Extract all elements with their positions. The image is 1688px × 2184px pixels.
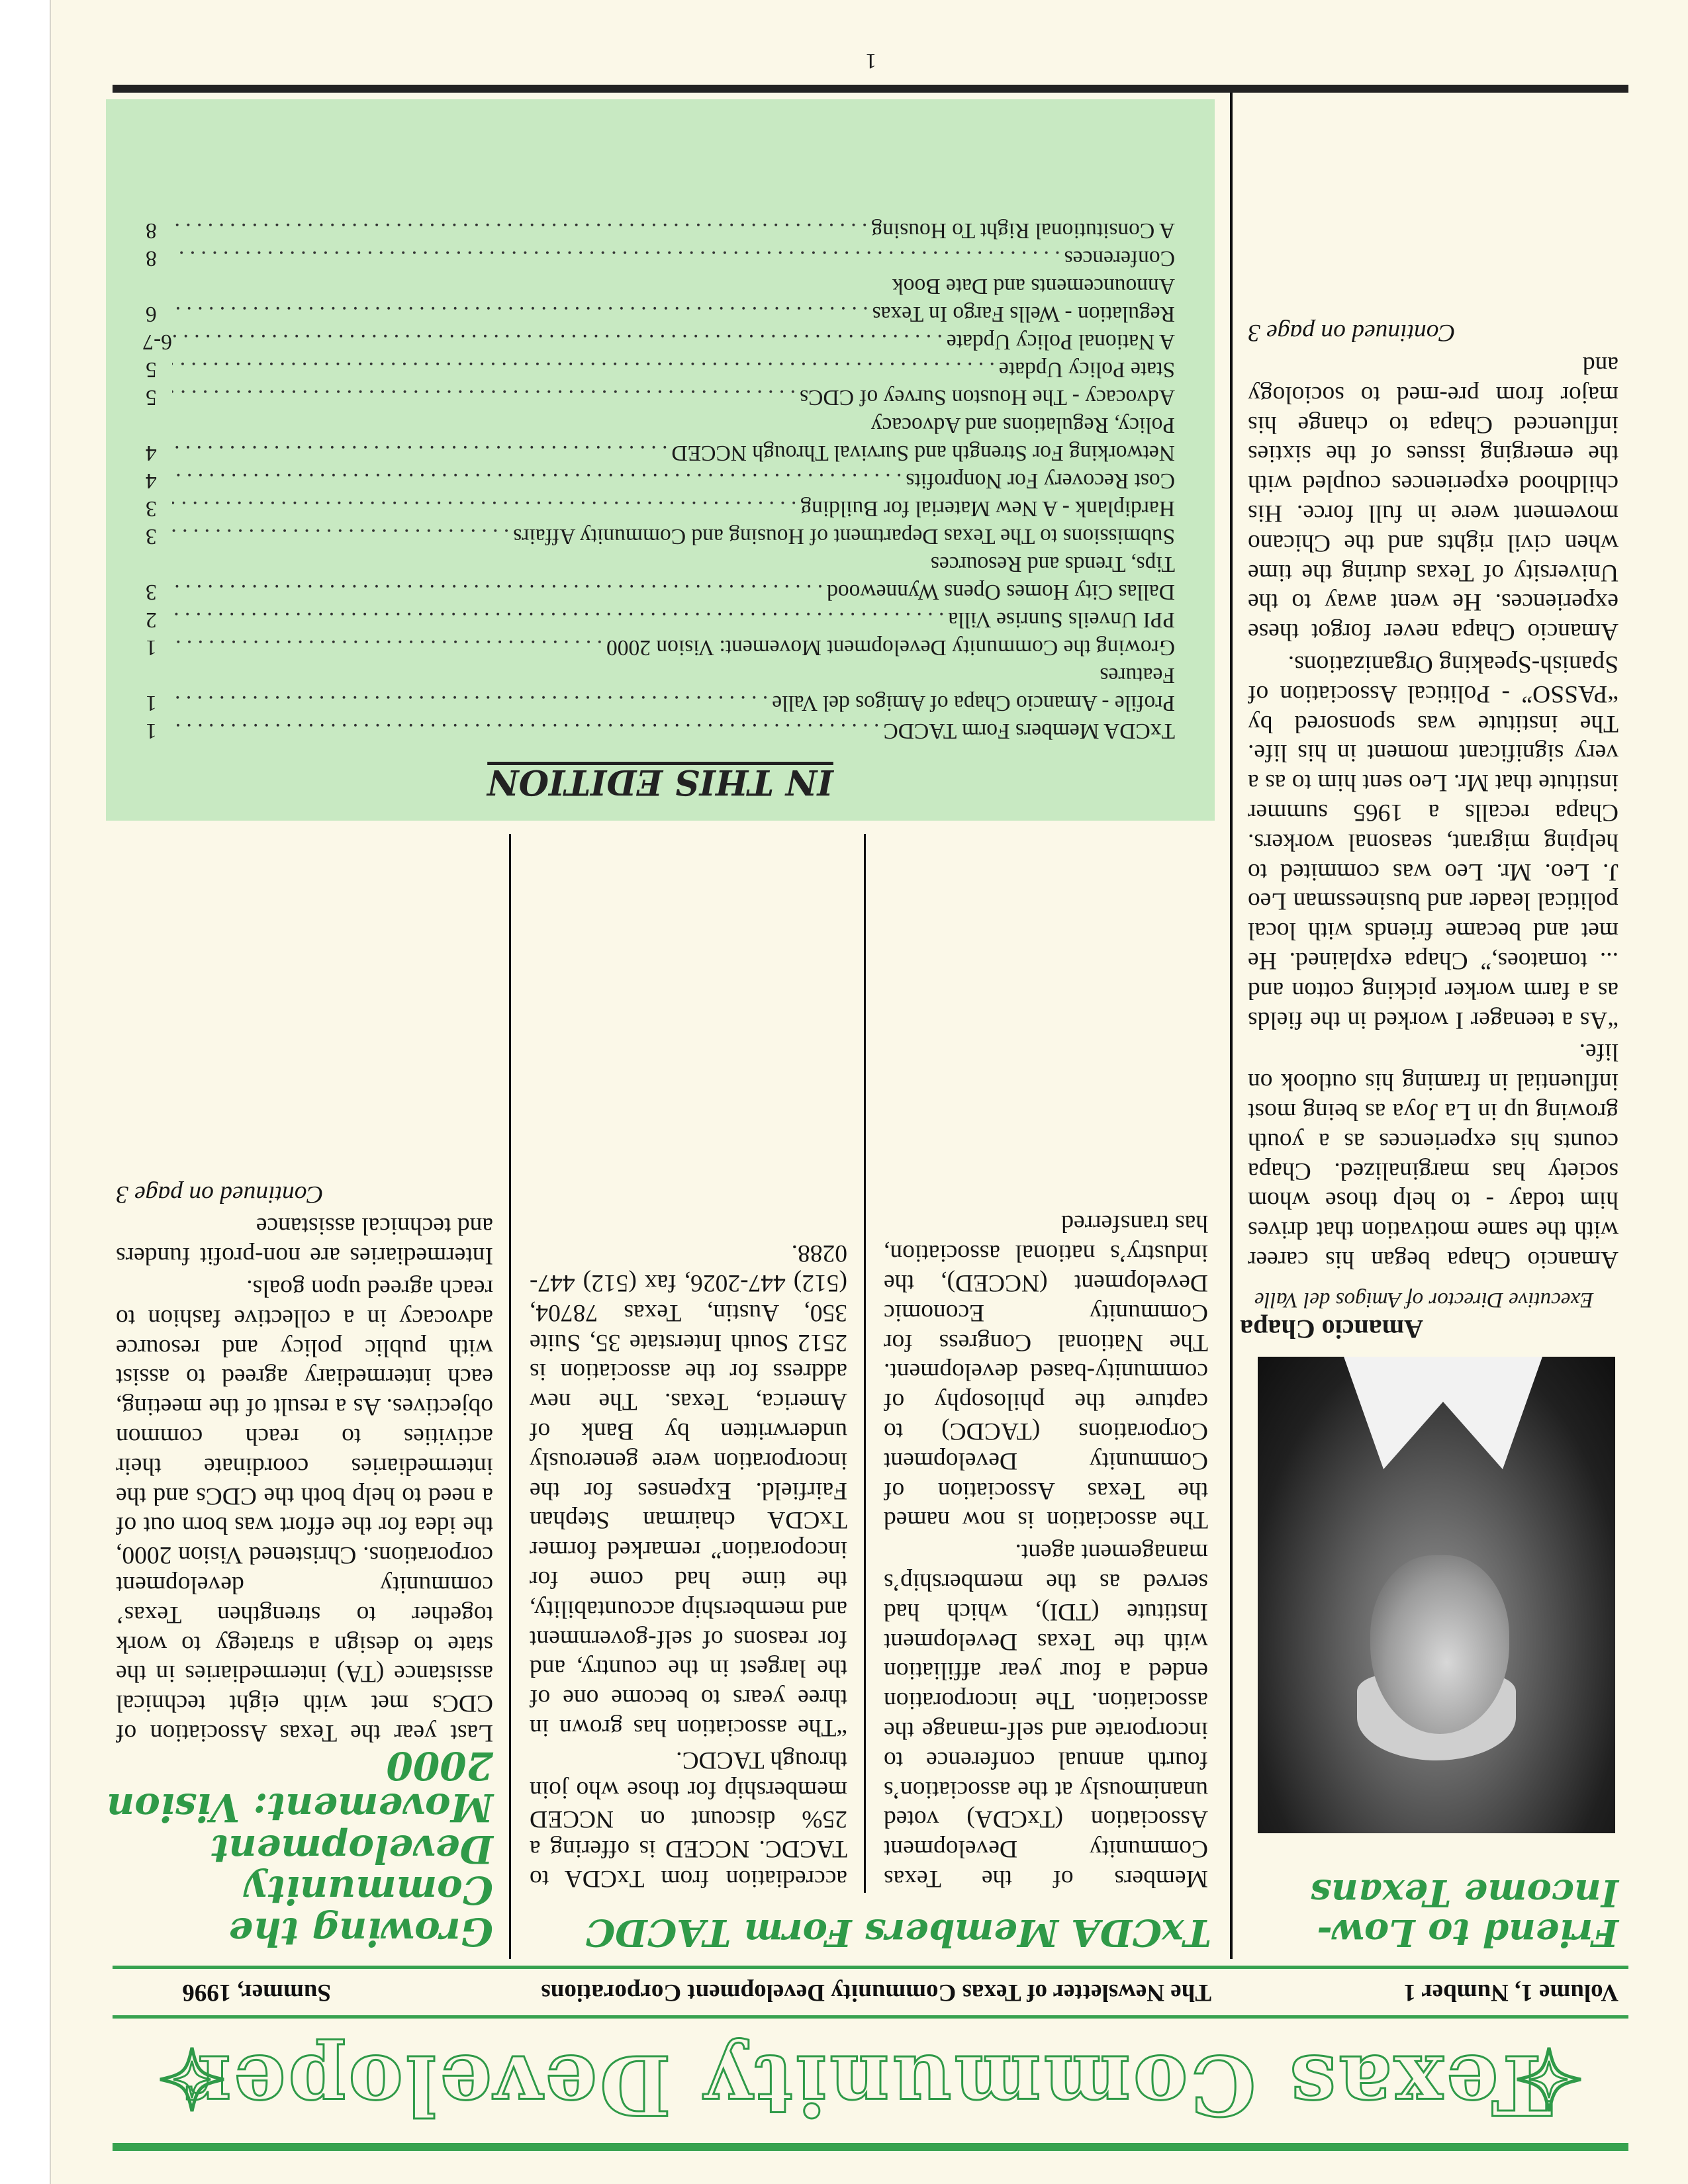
contents-entry bbox=[146, 522, 1175, 550]
contents-leader-dots bbox=[172, 467, 906, 494]
contents-leader-dots bbox=[172, 633, 606, 661]
contents-entry-title: Regulation - Wells Fargo In Texas bbox=[872, 302, 1175, 326]
contents-entry bbox=[146, 578, 1175, 606]
contents-leader-dots bbox=[172, 689, 772, 717]
contents-section-heading: Features bbox=[1100, 663, 1175, 688]
contents-entry-page: 1 bbox=[146, 719, 157, 743]
masthead-title: Texas Community Developer bbox=[185, 2036, 1553, 2132]
footer-rule bbox=[113, 85, 1628, 93]
vision-headline: Growing the Community Development Movement: Vision 2000 bbox=[107, 1743, 493, 1954]
txcda-paragraph: accrediation from TxCDA to TACDC. NCCED is offering a 25% discount on NCCED membership for those who join through TACDC. bbox=[530, 1746, 847, 1892]
contents-entry-title: State Policy Update bbox=[998, 357, 1175, 382]
contents-entry-title: Networking For Strength and Survival Through NCCED bbox=[671, 441, 1175, 465]
contents-entry bbox=[146, 300, 1175, 328]
profile-headline: Friend to Low-Income Texans bbox=[1310, 1870, 1618, 1954]
vision-body bbox=[116, 1179, 493, 1747]
contents-entry-page: 5 bbox=[146, 357, 157, 382]
vision-paragraph: Last year the Texas Association of CDCs met with eight technical assistance (TA) intermediaries in the state to design a strategy to work together to strengthen Texas’ community development corporations. Christened Vision 2000, the idea for the effort was born out of a need to help both the CDCs and the intermediaries coordinate their activities to reach common objectives. As a result of the meeting, each intermediary agreed to assist with public policy and resource advocacy in a collective fashion to reach agreed upon goals. bbox=[116, 1275, 493, 1747]
newsletter-tagline: The Newsletter of Texas Community Development Corporations bbox=[541, 1979, 1211, 2006]
contents-leader-dots bbox=[172, 606, 948, 633]
contents-section-heading: Announcements and Date Book bbox=[892, 274, 1175, 298]
contents-leader-dots bbox=[172, 439, 671, 467]
contents-leader-dots bbox=[172, 355, 999, 383]
contents-entry bbox=[146, 439, 1175, 467]
txcda-col1 bbox=[884, 1206, 1208, 1893]
contents-entry bbox=[146, 383, 1175, 411]
contents-entry-page: 6-7 bbox=[142, 330, 172, 354]
contents-entry-page: 3 bbox=[146, 580, 157, 604]
newsletter-page bbox=[50, 0, 1688, 2184]
contents-entry-page: 4 bbox=[146, 441, 157, 465]
contents-entry-title: Cost Recovery For Nonprofits bbox=[906, 469, 1175, 493]
contents-leader-dots bbox=[172, 244, 1064, 272]
contents-entry-title: TxCDA Members Form TACDC bbox=[883, 719, 1175, 743]
contents-entry bbox=[146, 494, 1175, 522]
contents-entry-page: 6 bbox=[146, 302, 157, 326]
contents-entry-page: 4 bbox=[146, 469, 157, 493]
contents-entry-page: 5 bbox=[146, 385, 157, 410]
contents-section-heading: Tips, Trends and Resources bbox=[930, 552, 1175, 576]
vision-paragraph: Intermediaries are non-profit funders and technical assistance bbox=[116, 1212, 493, 1270]
contents-entry-title: A Consitutional Right To Housing bbox=[871, 218, 1175, 243]
contents-entry-title: A National Policy Update bbox=[946, 330, 1175, 354]
contents-entry-title: Dallas City Homes Opens Wynnewood bbox=[827, 580, 1175, 604]
profile-paragraph: Amancio Chapa began his career with the same motivation that drives him today - to help those whom society has marginalized. Chapa counts his experiences as a youth growing up in La Joya as being most influential in framing his outlook on life. bbox=[1248, 1038, 1618, 1273]
contents-entry bbox=[146, 355, 1175, 383]
contents-entry-title: Conferences bbox=[1064, 246, 1175, 271]
volume-number: Volume 1, Number 1 bbox=[1403, 1979, 1618, 2006]
contents-title: IN THIS EDITION bbox=[487, 762, 833, 802]
issue-season: Summer, 1996 bbox=[182, 1979, 331, 2006]
profile-photo bbox=[1258, 1357, 1615, 1833]
contents-entry-title: Profile - Amancio Chapa of Amigos del Valle bbox=[772, 691, 1175, 715]
masthead-bottom-rule bbox=[113, 1966, 1628, 1969]
contents-leader-dots bbox=[172, 328, 947, 355]
txcda-paragraph: The association is now named the Texas Association of Community Development Corporations (TACDC) to capture the philosophy of community-based development. The National Congress for Community Economic Development (NCCED), the industry’s national association, has transferred bbox=[884, 1210, 1208, 1534]
contents-leader-dots bbox=[172, 216, 871, 244]
contents-entry-page: 2 bbox=[146, 608, 157, 632]
column-divider bbox=[509, 834, 511, 1959]
column-divider bbox=[864, 834, 866, 1893]
contents-entry-title: PPI Unveils Sunrise Villa bbox=[948, 608, 1175, 632]
masthead-top-rule bbox=[113, 2143, 1628, 2151]
contents-entry bbox=[146, 606, 1175, 633]
contents-entry-page: 8 bbox=[146, 246, 157, 271]
masthead-rule bbox=[113, 2015, 1628, 2019]
contents-leader-dots bbox=[172, 300, 872, 328]
contents-leader-dots bbox=[172, 717, 883, 745]
profile-name: Amancio Chapa bbox=[1240, 1314, 1423, 1344]
contents-entry bbox=[146, 467, 1175, 494]
profile-body bbox=[1248, 318, 1618, 1275]
column-divider bbox=[1230, 93, 1233, 1959]
txcda-paragraph: Members of the Texas Community Development Association (TxCDA) voted unanimously at the association’s fourth annual conference to incorporate and self-manage the association. The incorporation ended a four year affiliation with the Texas Development Institute (TDI), which had served as the membership’s management agent. bbox=[884, 1539, 1208, 1892]
contents-entry-title: Advocacy - The Houston Survey of CDCs bbox=[800, 385, 1175, 410]
contents-entry bbox=[146, 633, 1175, 661]
contents-leader-dots bbox=[172, 522, 513, 550]
contents-leader-dots bbox=[172, 494, 800, 522]
contents-box bbox=[106, 99, 1215, 821]
vision-continued: Continued on page 3 bbox=[116, 1180, 324, 1208]
contents-entry bbox=[146, 717, 1175, 745]
profile-continued: Continued on page 3 bbox=[1248, 319, 1456, 347]
contents-section-heading: Policy, Regulations and Advocacy bbox=[870, 413, 1175, 437]
contents-entry-page: 3 bbox=[146, 524, 157, 549]
contents-leader-dots bbox=[172, 383, 800, 411]
txcda-col2 bbox=[530, 1235, 847, 1893]
contents-entry-page: 8 bbox=[146, 218, 157, 243]
profile-paragraph: “As a teenager I worked in the fields as a farm worker picking cotton and ... tomatoes,” Chapa explained. He met and became friends with local political leader and businessman Leo J. Leo. Mr. Leo was commited to helping migrant, seasonal workers. Chapa recalls a 1965 summer institute that Mr. Leo sent him to as a very significant moment in his life. The institute was sponsored by “PASSO” - Political Association of Spanish-Speaking Organizations. bbox=[1248, 651, 1618, 1034]
page-number: 1 bbox=[865, 49, 876, 73]
contents-entry-title: Growing the Community Development Movement: Vision 2000 bbox=[606, 635, 1175, 660]
contents-entry-title: Submissions to The Texas Department of Housing and Community Affairs bbox=[513, 524, 1175, 549]
contents-entry-page: 3 bbox=[146, 496, 157, 521]
contents-leader-dots bbox=[172, 578, 827, 606]
contents-entry bbox=[146, 216, 1175, 244]
profile-title: Executive Director of Amigos del Valle bbox=[1254, 1288, 1594, 1312]
contents-list bbox=[142, 216, 1175, 745]
txcda-headline: TxCDA Members Form TACDC bbox=[585, 1911, 1211, 1954]
contents-entry bbox=[146, 689, 1175, 717]
profile-paragraph: Amancio Chapa never forgot these experiences. He went away to the University of Texas during the time when civil rights and the Chicano movement were in full force. His childhood experiences coupled with the emerging issues of the sixties influenced Chapa to change his major from pre-med to sociology and bbox=[1248, 351, 1618, 646]
contents-entry bbox=[146, 244, 1175, 272]
txcda-paragraph: “The association has grown in three years to become one of the largest in the country, and for reasons of self-government and membership accountability, the time had come for incoporation” remarked former TxCDA chairman Stephan Fairfield. Expenses for the incorporation were generously underwritten by Bank of America, Texas. The new address for the association is 2512 South Interstate 35, Suite 350, Austin, Texas 78704, (512) 447-2026, fax (512) 447-0288. bbox=[530, 1240, 847, 1742]
contents-entry-page: 1 bbox=[146, 635, 157, 660]
contents-entry-page: 1 bbox=[146, 691, 157, 715]
contents-entry bbox=[142, 328, 1175, 355]
contents-entry-title: Hardiplank - A New Material for Building bbox=[800, 496, 1175, 521]
